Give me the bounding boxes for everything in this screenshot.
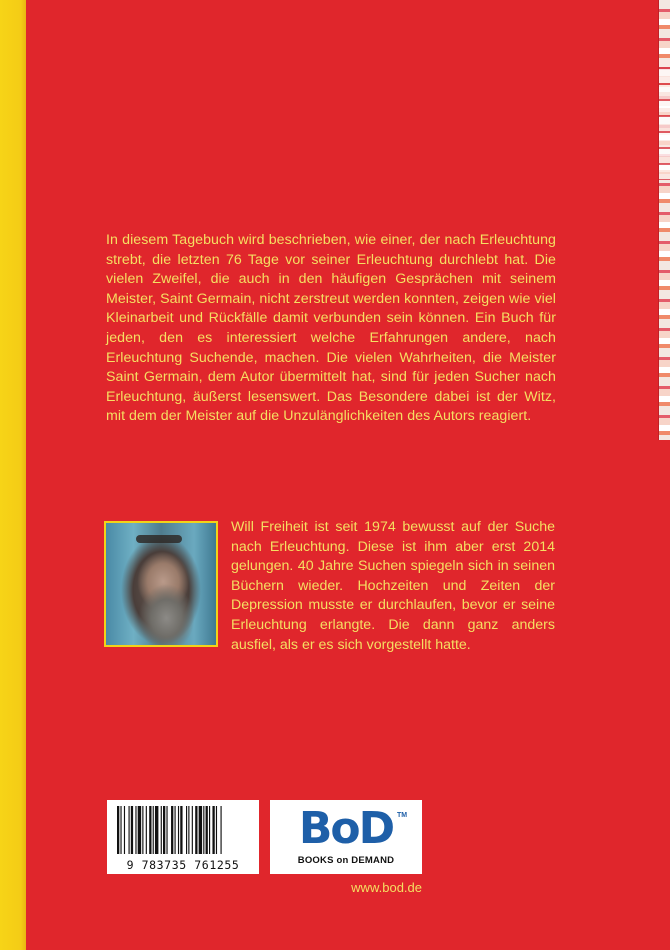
book-description: In diesem Tagebuch wird beschrieben, wie einer, der nach Erleuchtung strebt, die letzten 76 Tage vor seiner Erleuchtung durchlebt hat. Die vielen Zweifel, die auch in den häufigen Gesprächen mit seinem Meister, Saint Germain, nicht zerstreut werden konnten, zeigen wie viel Kleinarbeit und Rückfälle damit verbunden sein können. Ein Buch für jeden, den es interessiert welche Erfahrungen andere, nach Erleuchtung Suchende, machen. Die vielen Wahrheiten, die Meister Saint Germain, dem Autor übermittelt hat, sind für jeden Sucher nach Erleuchtung, äußerst lesenswert. Das Besondere dabei ist der Witz, mit dem der Meister auf die Unzulänglichkeiten des Autors reagiert. bbox=[106, 232, 556, 425]
publisher-tagline: BOOKS on DEMAND bbox=[297, 855, 395, 866]
author-bio: Will Freiheit ist seit 1974 bewusst auf der Suche nach Erleuchtung. Diese ist ihm aber erst 2014 gelungen. 40 Jahre Suchen spiegeln sich in seinen Büchern wieder. Hochzeiten und Zeiten der Depression musste er durchlaufen, bevor er seine Erleuchtung erlangte. Die dann ganz anders ausfiel, als er es sich vorgestellt hatte. bbox=[231, 519, 555, 653]
trademark-mark: TM bbox=[397, 812, 408, 819]
front-cover-edge-art bbox=[658, 0, 670, 440]
publisher-logo: BoD bbox=[298, 803, 394, 854]
author-photo bbox=[104, 521, 218, 647]
book-spine bbox=[0, 0, 26, 950]
sunglasses-on-head bbox=[136, 535, 182, 543]
publisher-website: www.bod.de bbox=[351, 880, 422, 895]
isbn-number: 9 783735 761255 bbox=[126, 858, 240, 872]
isbn-barcode bbox=[107, 800, 259, 874]
publisher-logo-box bbox=[270, 800, 422, 874]
barcode-bars bbox=[117, 806, 249, 854]
